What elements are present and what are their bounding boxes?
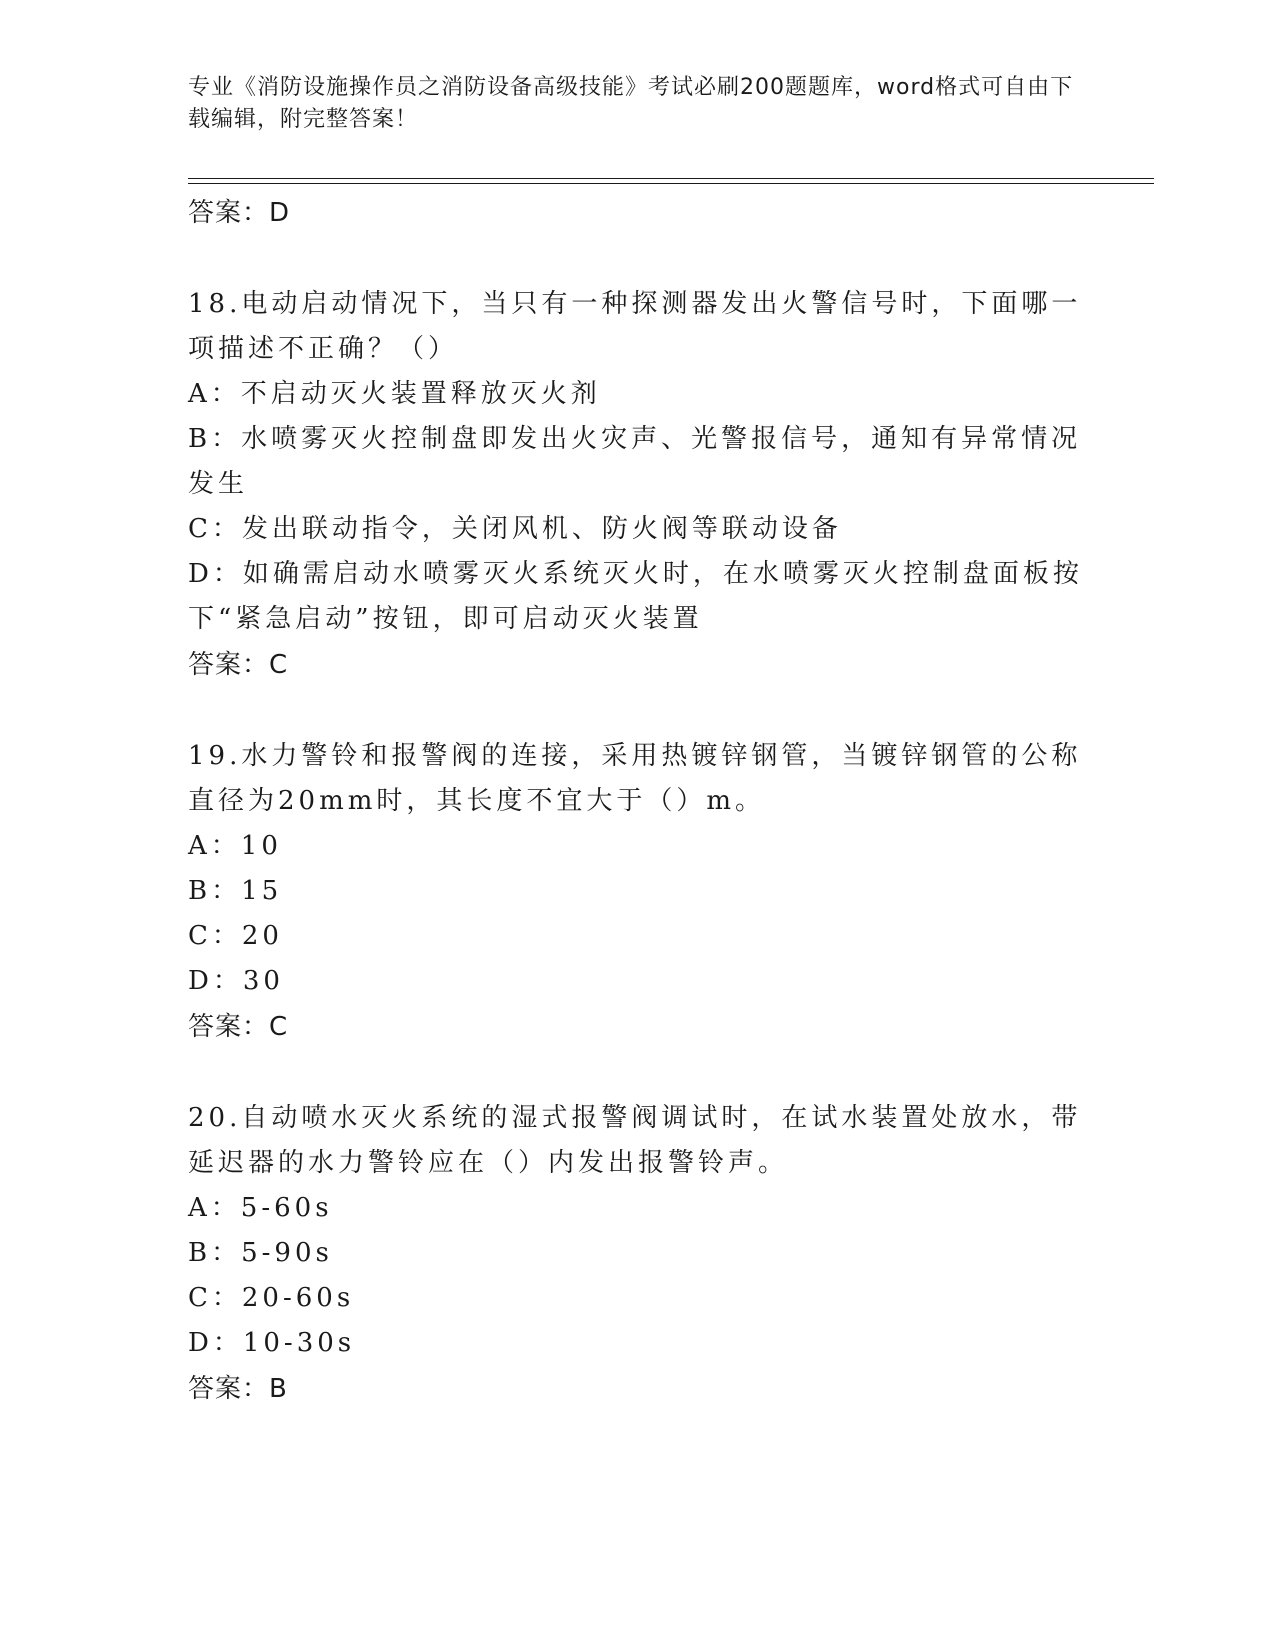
question-answer: 答案：C: [188, 1012, 289, 1042]
option-c: C：20: [188, 921, 283, 951]
question-text: 19.水力警铃和报警阀的连接，采用热镀锌钢管，当镀锌钢管的公称直径为20mm时，其长度不宜大于（）m。: [188, 741, 1082, 816]
option-a: A：5-60s: [188, 1193, 333, 1223]
option-a: A：10: [188, 831, 282, 861]
header-rule-top: [188, 178, 1154, 179]
option-b: B：15: [188, 876, 283, 906]
option-c: C：发出联动指令，关闭风机、防火阀等联动设备: [188, 514, 842, 544]
question-text: 18.电动启动情况下，当只有一种探测器发出火警信号时，下面哪一项描述不正确？（）: [188, 289, 1082, 364]
option-c: C：20-60s: [188, 1283, 355, 1313]
document-body: [188, 190, 1088, 1412]
option-d: D：30: [188, 966, 284, 996]
option-b: B：5-90s: [188, 1238, 333, 1268]
question-text: 20.自动喷水灭火系统的湿式报警阀调试时，在试水装置处放水，带延迟器的水力警铃应在（）内发出报警铃声。: [188, 1103, 1082, 1178]
question-block-18: [188, 282, 1088, 688]
question-block-20: [188, 1096, 1088, 1412]
question-answer: 答案：C: [188, 650, 289, 680]
page-header-text: 专业《消防设施操作员之消防设备高级技能》考试必刷200题题库，word格式可自由下载编辑，附完整答案！: [188, 75, 1074, 132]
question-answer: 答案：B: [188, 1374, 288, 1404]
header-rule-bottom: [188, 183, 1154, 184]
option-d: D：10-30s: [188, 1328, 356, 1358]
option-a: A：不启动灭火装置释放灭火剂: [188, 379, 601, 409]
option-d: D：如确需启动水喷雾灭火系统灭火时，在水喷雾灭火控制盘面板按下“紧急启动”按钮，即可启动灭火装置: [188, 559, 1083, 634]
previous-answer: 答案：D: [188, 198, 291, 228]
option-b: B：水喷雾灭火控制盘即发出火灾声、光警报信号，通知有异常情况发生: [188, 424, 1082, 499]
question-block-19: [188, 734, 1088, 1050]
